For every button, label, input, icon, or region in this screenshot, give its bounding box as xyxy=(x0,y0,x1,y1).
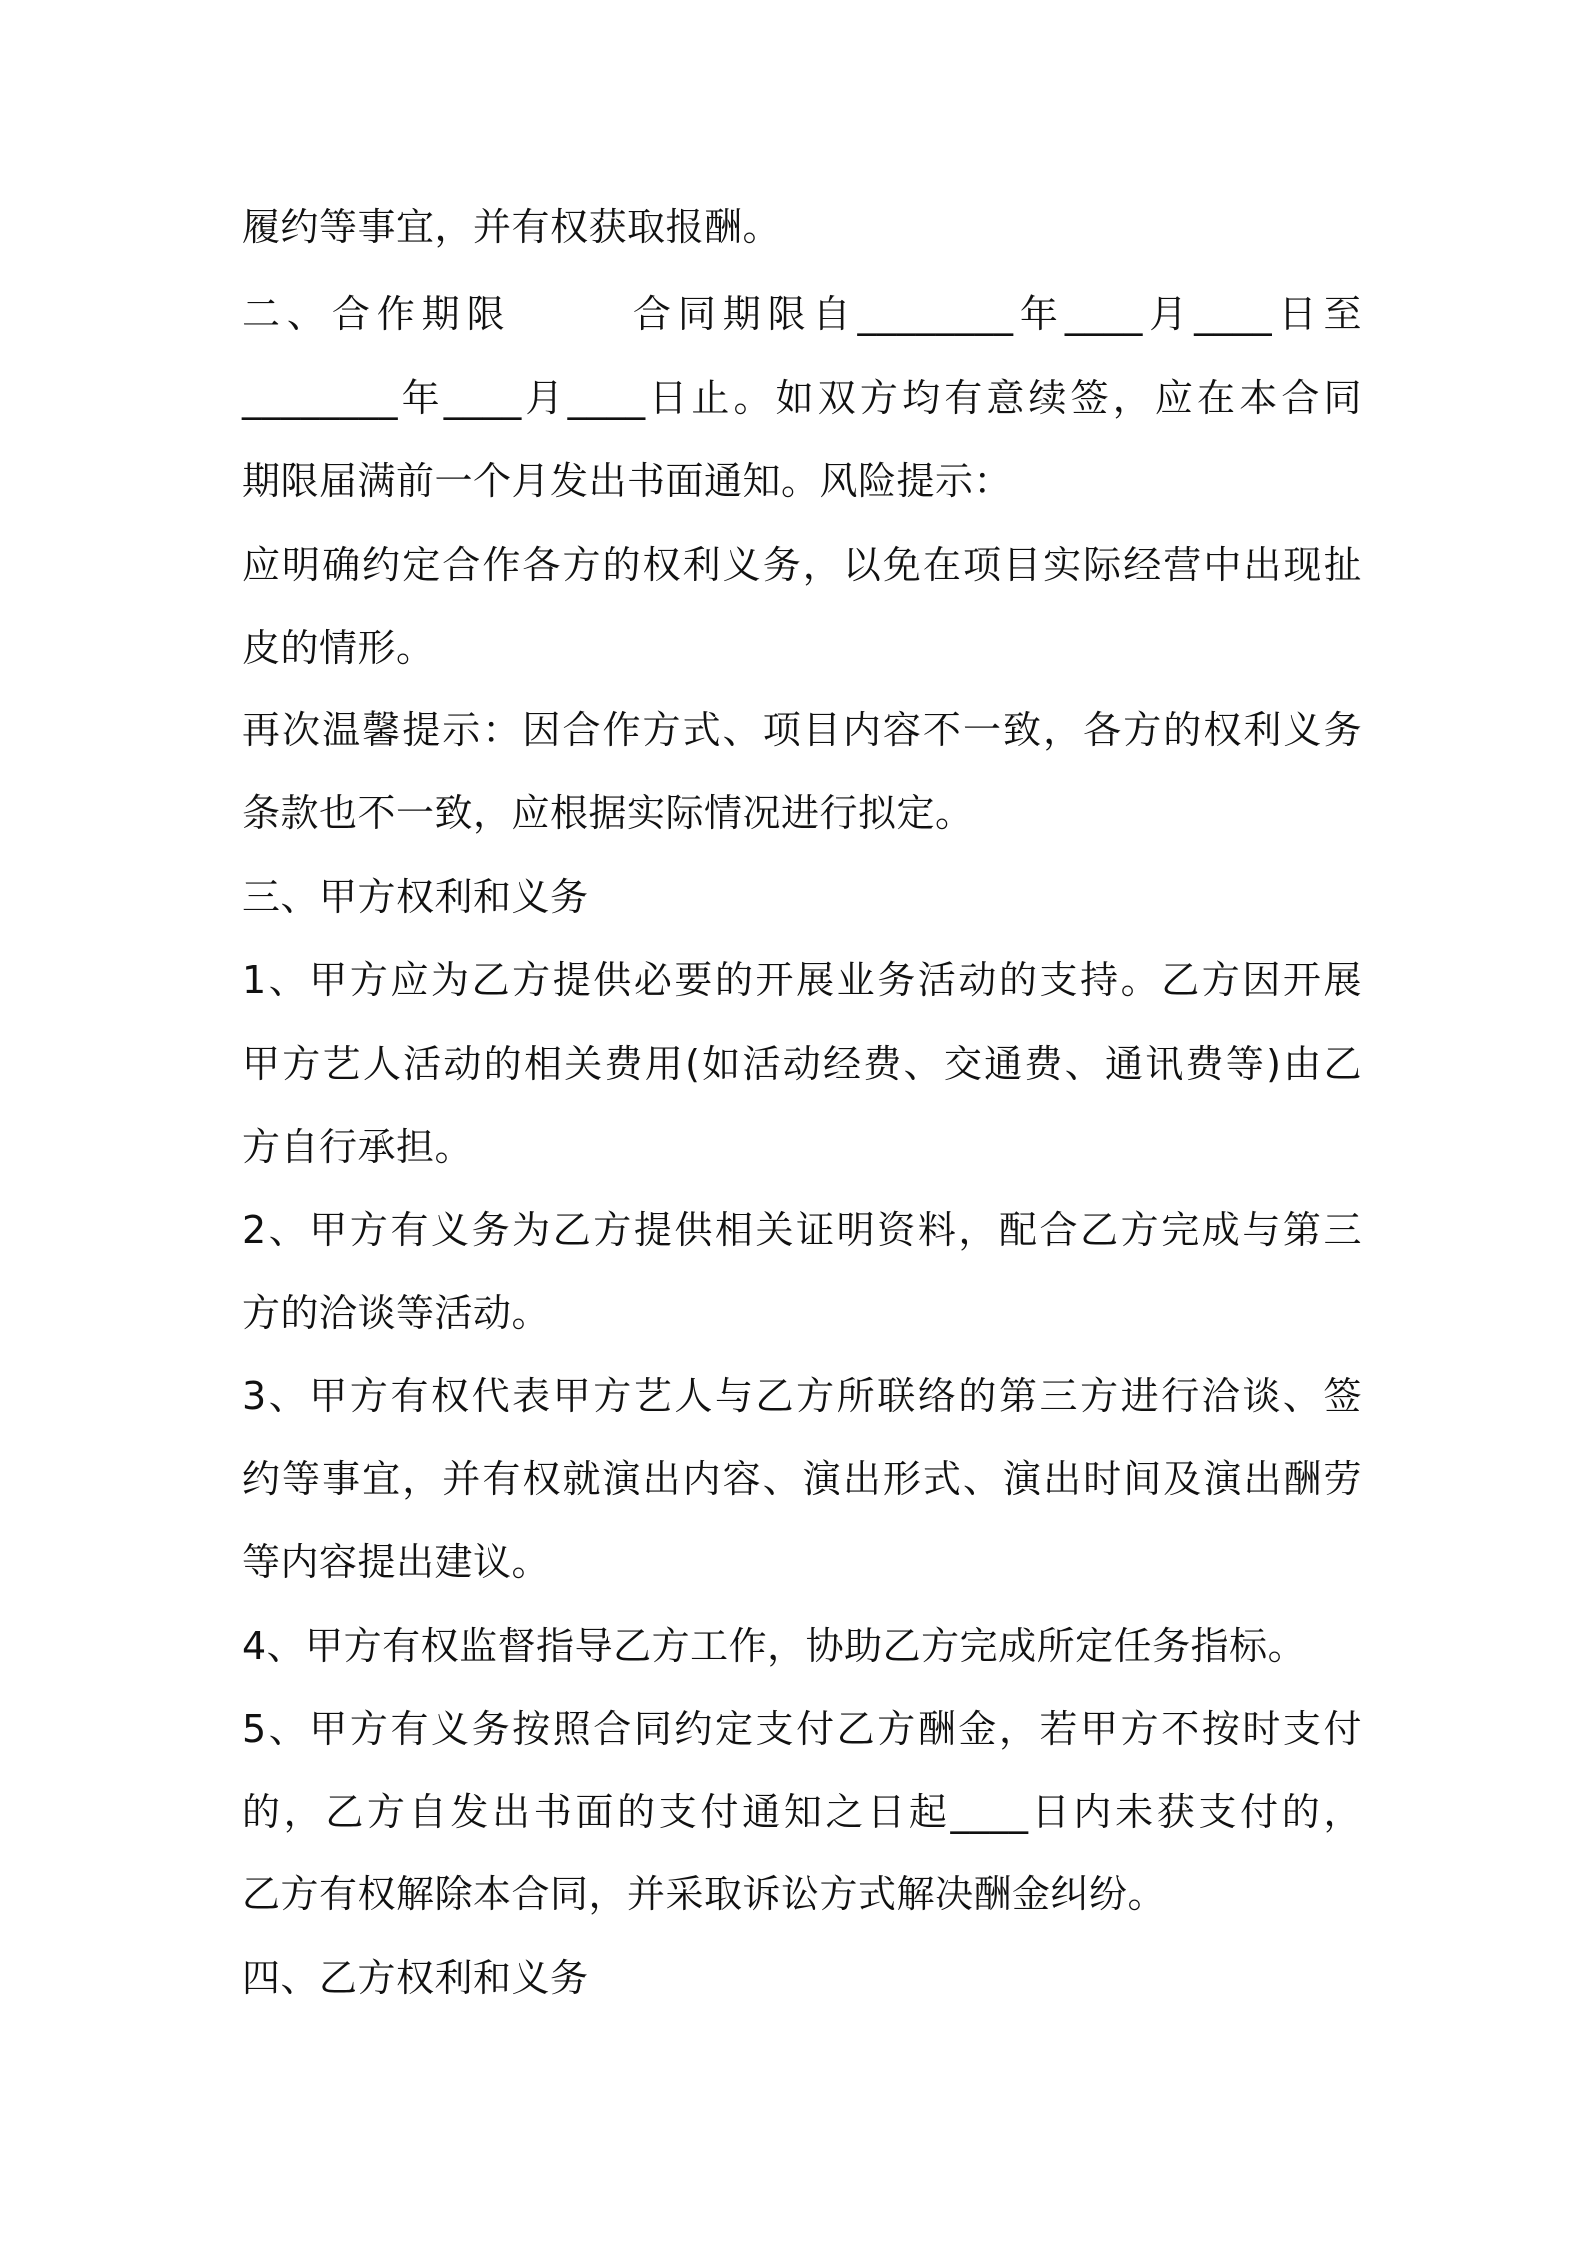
paragraph-line: 方的洽谈等活动。 xyxy=(242,1291,551,1335)
paragraph-line: 4、甲方有权监督指导乙方工作，协助乙方完成所定任务指标。 xyxy=(242,1624,1307,1668)
section-heading: 三、甲方权利和义务 xyxy=(242,875,589,919)
paragraph-line: ________年____月____日止。如双方均有意续签，应在本合同 xyxy=(242,376,1362,420)
paragraph-line: 期限届满前一个月发出书面通知。风险提示： xyxy=(242,459,1013,503)
paragraph-line: 履约等事宜，并有权获取报酬。 xyxy=(242,205,782,249)
paragraph-line: 应明确约定合作各方的权利义务，以免在项目实际经营中出现扯 xyxy=(242,543,1362,587)
paragraph-line: 等内容提出建议。 xyxy=(242,1540,551,1584)
contract-term-text: 合同期限自________年____月____日至 xyxy=(626,292,1362,336)
paragraph-line: 甲方艺人活动的相关费用(如活动经费、交通费、通讯费等)由乙 xyxy=(242,1042,1362,1086)
paragraph-line: 的，乙方自发出书面的支付通知之日起____日内未获支付的， xyxy=(242,1790,1362,1834)
paragraph-line: 3、甲方有权代表甲方艺人与乙方所联络的第三方进行洽谈、签 xyxy=(242,1374,1362,1418)
section-heading-text: 二、合作期限 xyxy=(242,292,512,336)
paragraph-line: 条款也不一致，应根据实际情况进行拟定。 xyxy=(242,791,974,835)
paragraph-line: 乙方有权解除本合同，并采取诉讼方式解决酬金纠纷。 xyxy=(242,1872,1167,1916)
paragraph-line: 2、甲方有义务为乙方提供相关证明资料，配合乙方完成与第三 xyxy=(242,1208,1362,1252)
paragraph-line: 方自行承担。 xyxy=(242,1125,474,1169)
paragraph-line: 1、甲方应为乙方提供必要的开展业务活动的支持。乙方因开展 xyxy=(242,958,1362,1002)
section-heading-term xyxy=(242,290,1362,338)
paragraph-line: 皮的情形。 xyxy=(242,626,435,670)
paragraph-line: 约等事宜，并有权就演出内容、演出形式、演出时间及演出酬劳 xyxy=(242,1457,1362,1501)
paragraph-line: 5、甲方有义务按照合同约定支付乙方酬金，若甲方不按时支付 xyxy=(242,1707,1362,1751)
paragraph-line: 再次温馨提示：因合作方式、项目内容不一致，各方的权利义务 xyxy=(242,708,1362,752)
section-heading: 四、乙方权利和义务 xyxy=(242,1956,589,2000)
